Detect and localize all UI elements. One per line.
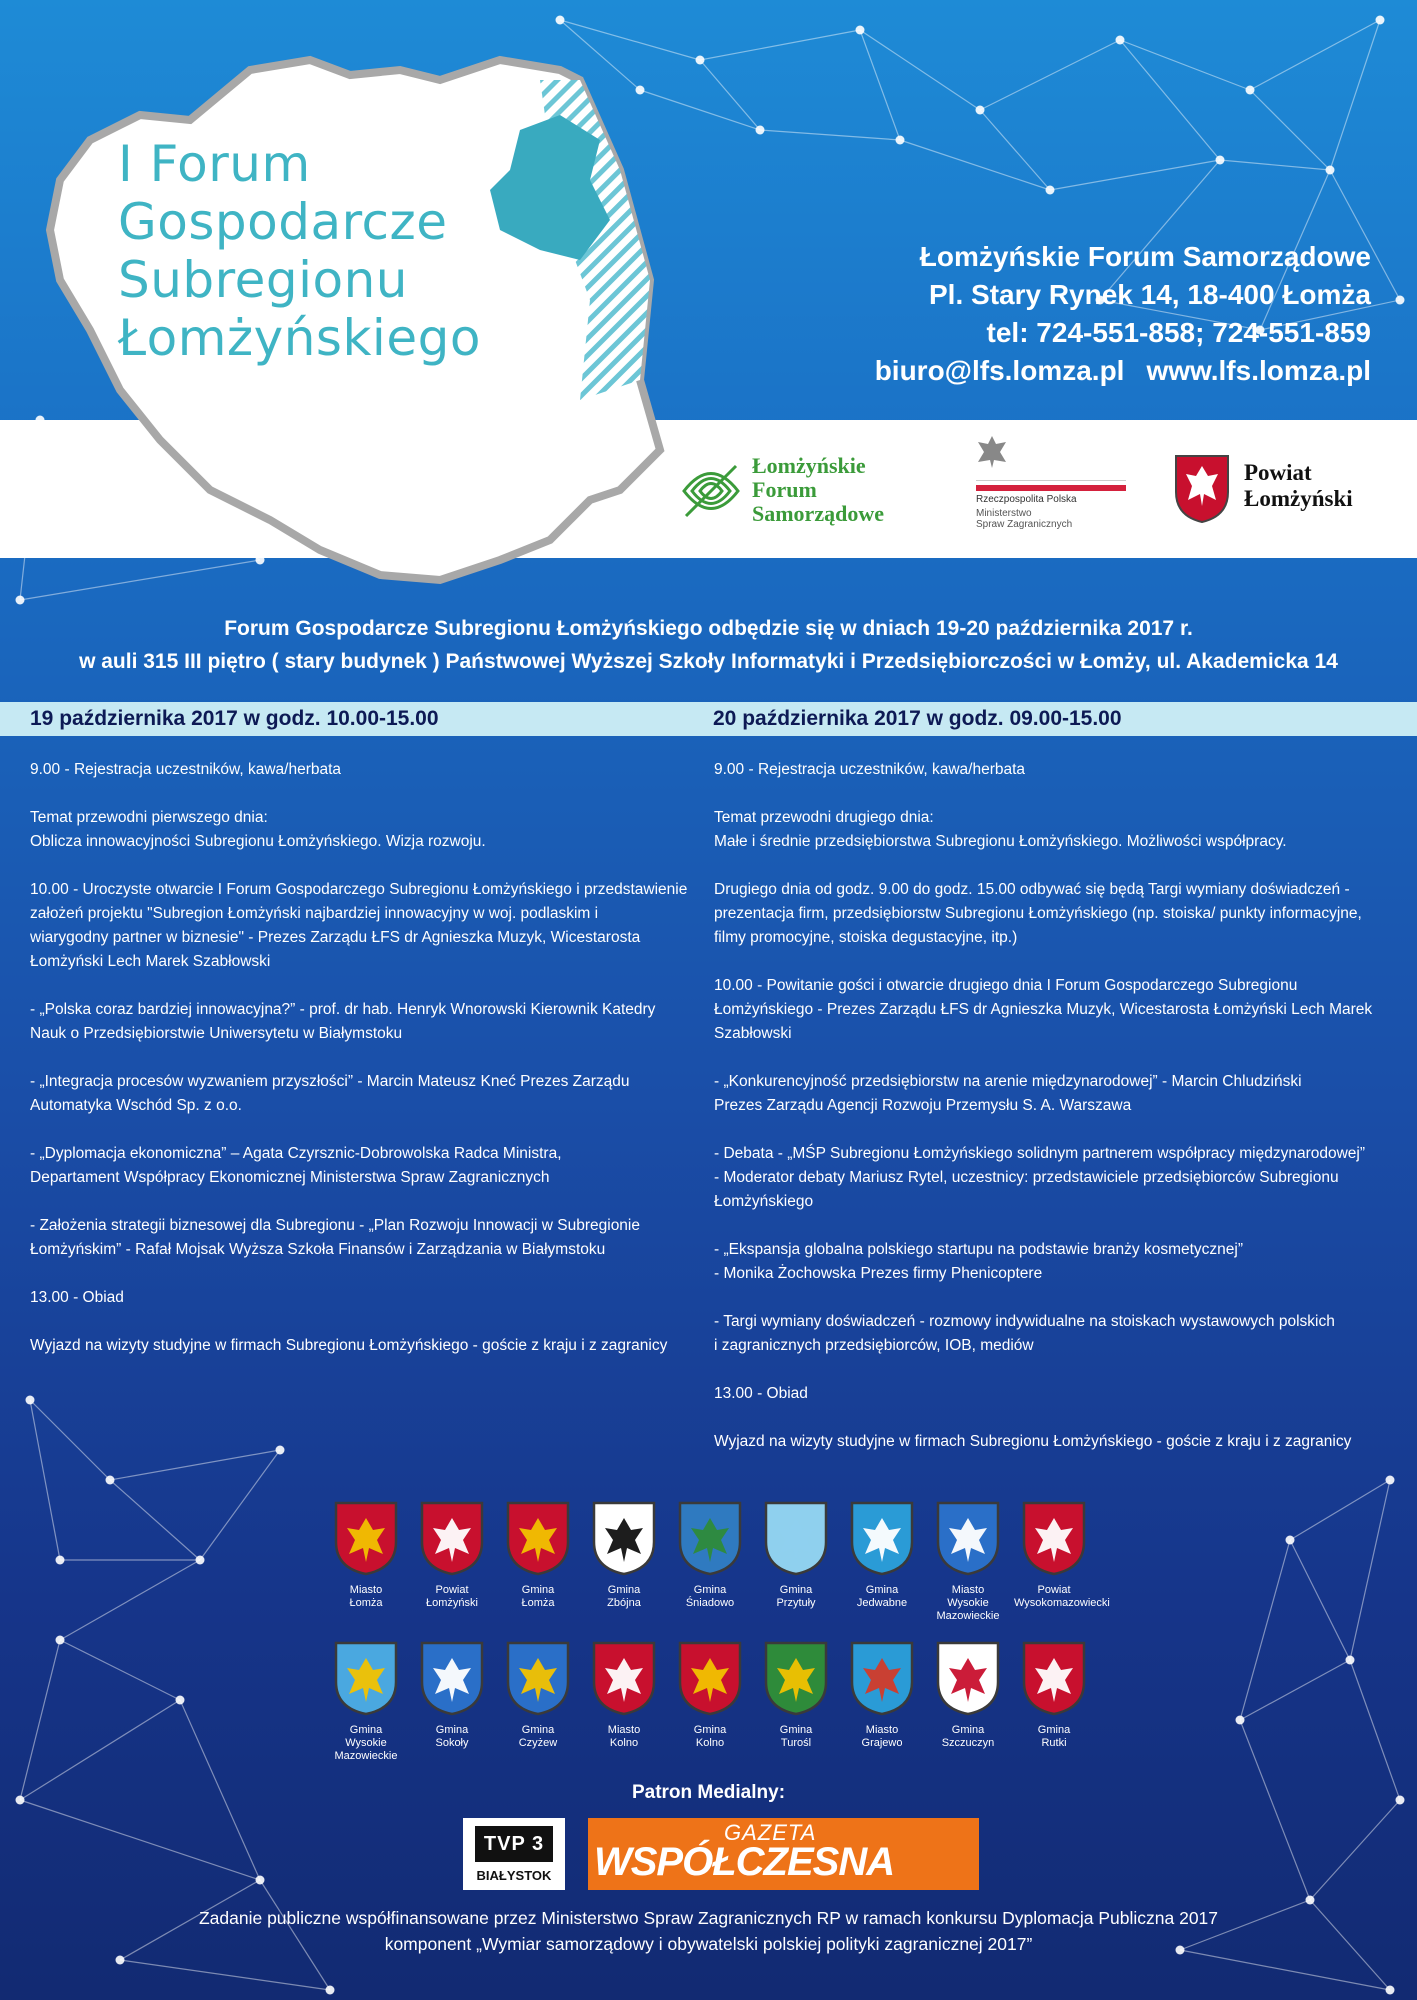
contact-email-link[interactable]: biuro@lfs.lomza.pl <box>874 355 1125 386</box>
coat-of-arms <box>1014 1500 1110 1610</box>
powiat-logo <box>1172 452 1382 532</box>
program-item: Temat przewodni drugiego dnia: Małe i średnie przedsiębiorstwa Subregionu Łomżyńskiego. Możliwości współpracy. <box>714 809 1287 850</box>
lfs-logo-line: Forum <box>752 477 817 502</box>
intro-line: Forum Gospodarcze Subregionu Łomżyńskiego odbędzie się w dniach 19-20 października 2017 r. <box>224 617 1193 640</box>
eagle-icon <box>972 432 1012 472</box>
shield-icon <box>1021 1500 1087 1576</box>
patron-heading: Patron Medialny: <box>631 1782 786 1803</box>
program-item: Wyjazd na wizyty studyjne w firmach Subregionu Łomżyńskiego - goście z kraju i z zagranicy <box>30 1337 668 1354</box>
coat-of-arms <box>326 1640 406 1763</box>
shield-icon <box>849 1640 915 1716</box>
event-intro <box>0 612 1417 678</box>
coat-of-arms-label: Gmina Jedwabne <box>856 1584 908 1609</box>
contact-block <box>875 238 1371 390</box>
coat-of-arms-label: Gmina Łomża <box>521 1584 555 1609</box>
program-item: 9.00 - Rejestracja uczestników, kawa/herbata <box>714 761 1026 778</box>
day1-header: 19 października 2017 w godz. 10.00-15.00 <box>0 702 708 736</box>
program-item: - „Konkurencyjność przedsiębiorstw na arenie międzynarodowej” - Marcin Chludziński Prezes Zarządu Agencji Rozwoju Przemysłu S. A. Warszawa <box>714 1073 1302 1114</box>
footer-line: komponent „Wymiar samorządowy i obywatelski polskiej polityki zagranicznej 2017” <box>384 1934 1033 1954</box>
coat-of-arms <box>756 1500 836 1610</box>
gazeta-logo-main: WSPÓŁCZESNA <box>594 1840 895 1884</box>
coat-of-arms <box>842 1640 922 1750</box>
powiat-logo-line: Łomżyński <box>1244 486 1353 511</box>
shield-icon <box>935 1500 1001 1576</box>
gazeta-logo-top: GAZETA <box>724 1820 817 1845</box>
title-line: I Forum <box>118 135 311 193</box>
program-item: 9.00 - Rejestracja uczestników, kawa/herbata <box>30 761 342 778</box>
coat-of-arms-label: Powiat Wysokomazowiecki <box>1014 1584 1110 1609</box>
footer-line: Zadanie publiczne współfinansowane przez Ministerstwo Spraw Zagranicznych RP w ramach konkursu Dyplomacja Publiczna 2017 <box>198 1908 1219 1928</box>
coat-of-arms-label: Gmina Przytuły <box>776 1584 816 1609</box>
mfa-logo-line: Ministerstwo <box>976 508 1032 519</box>
lfs-logo-line: Łomżyńskie <box>752 453 866 478</box>
contact-org: Łomżyńskie Forum Samorządowe <box>919 241 1371 272</box>
program-item: Temat przewodni pierwszego dnia: Oblicza innowacyjności Subregionu Łomżyńskiego. Wizja rozwoju. <box>30 809 486 850</box>
gazeta-logo <box>588 1818 979 1890</box>
program-item: - Debata - „MŚP Subregionu Łomżyńskiego solidnym partnerem współpracy międzynarodowej” - Moderator debaty Mariusz Rytel, uczestnicy: przedstawiciele przedsiębiorców Subregionu Łomżyńskiego <box>714 1145 1366 1210</box>
coat-of-arms-label: Miasto Kolno <box>607 1724 641 1749</box>
shield-icon <box>763 1500 829 1576</box>
coat-of-arms-label: Gmina Kolno <box>693 1724 727 1749</box>
program-item: 10.00 - Uroczyste otwarcie I Forum Gospodarczego Subregionu Łomżyńskiego i przedstawienie założeń projektu "Subregion Łomżyński najbardziej innowacyjny w woj. podlaskim i wiarygodny partner w biznesie" - Prezes Zarządu ŁFS dr Agnieszka Muzyk, Wicestarosta Łomżyński Lech Marek Szabłowski <box>30 881 688 970</box>
coat-of-arms <box>842 1500 922 1610</box>
coat-of-arms <box>928 1640 1008 1750</box>
coat-of-arms-label: Gmina Czyżew <box>518 1724 558 1749</box>
coat-of-arms <box>498 1640 578 1750</box>
tvp3-logo-text: TVP 3 <box>475 1826 553 1862</box>
shield-icon <box>677 1500 743 1576</box>
coat-of-arms-label: Powiat Łomżyński <box>426 1584 478 1609</box>
intro-line: w auli 315 III piętro ( stary budynek ) Państwowej Wyższej Szkoły Informatyki i Przedsiębiorczości w Łomży, ul. Akademicka 14 <box>79 650 1338 673</box>
coat-of-arms <box>756 1640 836 1750</box>
program-item: 13.00 - Obiad <box>714 1385 808 1402</box>
shield-icon <box>419 1640 485 1716</box>
day2-header: 20 października 2017 w godz. 09.00-15.00 <box>708 702 1417 736</box>
title-line: Gospodarcze <box>118 193 448 251</box>
coat-of-arms <box>326 1500 406 1610</box>
coat-of-arms <box>928 1500 1008 1623</box>
title-line: Subregionu <box>118 251 408 309</box>
shield-icon <box>505 1500 571 1576</box>
program-item: - „Dyplomacja ekonomiczna” – Agata Czyrsznic-Dobrowolska Radca Ministra, Departament Współpracy Ekonomicznej Ministerstwa Spraw Zagranicznych <box>30 1145 562 1186</box>
coat-of-arms-label: Gmina Rutki <box>1037 1724 1071 1749</box>
shield-icon <box>1021 1640 1087 1716</box>
shield-icon <box>935 1640 1001 1716</box>
program-item: 10.00 - Powitanie gości i otwarcie drugiego dnia I Forum Gospodarczego Subregionu Łomżyńskiego - Prezes Zarządu ŁFS dr Agnieszka Muzyk, Wicestarosta Łomżyński Lech Marek Szabłowski <box>714 977 1373 1042</box>
shield-icon <box>849 1500 915 1576</box>
coat-of-arms <box>412 1640 492 1750</box>
coat-of-arms-label: Gmina Wysokie Mazowieckie <box>334 1724 398 1762</box>
coat-of-arms <box>584 1640 664 1750</box>
mfa-logo <box>970 432 1130 542</box>
coat-of-arms-label: Gmina Śniadowo <box>685 1584 735 1609</box>
tvp3-city: BIAŁYSTOK <box>476 1868 552 1883</box>
program-item: - „Ekspansja globalna polskiego startupu na podstawie branży kosmetycznej” - Monika Żochowska Prezes firmy Phenicoptere <box>714 1241 1244 1282</box>
coat-of-arms <box>670 1500 750 1610</box>
coat-of-arms-label: Gmina Szczuczyn <box>941 1724 995 1749</box>
shield-icon <box>419 1500 485 1576</box>
powiat-logo-line: Powiat <box>1244 460 1312 485</box>
tvp3-logo <box>463 1818 565 1890</box>
coat-of-arms-label: Miasto Grajewo <box>861 1724 903 1749</box>
program-item: Wyjazd na wizyty studyjne w firmach Subregionu Łomżyńskiego - goście z kraju i z zagranicy <box>714 1433 1352 1450</box>
coat-of-arms-label: Gmina Turośl <box>779 1724 813 1749</box>
shield-icon <box>333 1500 399 1576</box>
lfs-logo <box>676 452 926 532</box>
contact-tel: tel: 724-551-858; 724-551-859 <box>986 317 1371 348</box>
program-item: - „Integracja procesów wyzwaniem przyszłości” - Marcin Mateusz Kneć Prezes Zarządu Automatyka Wschód Sp. z o.o. <box>30 1073 630 1114</box>
lfs-logo-line: Samorządowe <box>752 501 884 526</box>
funding-note <box>0 1905 1417 1957</box>
program-item: Drugiego dnia od godz. 9.00 do godz. 15.00 odbywać się będą Targi wymiany doświadczeń - prezentacja firm, przedsiębiorstw Subregionu Łomżyńskiego (np. stoiska/ punkty informacyjne, filmy promocyjne, stoiska degustacyjne, itp.) <box>714 881 1362 946</box>
coat-of-arms <box>1014 1640 1094 1750</box>
title-line: Łomżyńskiego <box>118 309 481 367</box>
contact-address: Pl. Stary Rynek 14, 18-400 Łomża <box>929 279 1371 310</box>
contact-web-link[interactable]: www.lfs.lomza.pl <box>1146 355 1371 386</box>
coat-of-arms-icon <box>1172 452 1232 524</box>
shield-icon <box>591 1640 657 1716</box>
coat-of-arms-label: Miasto Łomża <box>349 1584 383 1609</box>
shield-icon <box>505 1640 571 1716</box>
program-item: - „Polska coraz bardziej innowacyjna?” - prof. dr hab. Henryk Wnorowski Kierownik Katedry Nauk o Przedsiębiorstwie Uniwersytetu w Białymstoku <box>30 1001 656 1042</box>
coat-of-arms <box>498 1500 578 1610</box>
shield-icon <box>333 1640 399 1716</box>
shield-icon <box>677 1640 743 1716</box>
coat-of-arms-label: Gmina Zbójna <box>607 1584 641 1609</box>
page-title <box>118 135 538 367</box>
day1-program <box>30 758 695 1358</box>
coat-of-arms-label: Miasto Wysokie Mazowieckie <box>936 1584 1000 1622</box>
shield-icon <box>763 1640 829 1716</box>
mfa-logo-line: Rzeczpospolita Polska <box>976 494 1077 505</box>
program-item: - Targi wymiany doświadczeń - rozmowy indywidualne na stoiskach wystawowych polskich i zagranicznych przedsiębiorców, IOB, mediów <box>714 1313 1335 1354</box>
coat-of-arms <box>670 1640 750 1750</box>
mfa-logo-line: Spraw Zagranicznych <box>976 519 1073 530</box>
program-item: - Założenia strategii biznesowej dla Subregionu - „Plan Rozwoju Innowacji w Subregionie Łomżyńskim” - Rafał Mojsak Wyższa Szkoła Finansów i Zarządzania w Białymstoku <box>30 1217 640 1258</box>
shield-icon <box>591 1500 657 1576</box>
coat-of-arms <box>584 1500 664 1610</box>
lfs-emblem-icon <box>676 456 746 526</box>
day2-program <box>714 758 1404 1454</box>
coat-of-arms <box>412 1500 492 1610</box>
program-item: 13.00 - Obiad <box>30 1289 124 1306</box>
coat-of-arms-label: Gmina Sokoły <box>435 1724 469 1749</box>
